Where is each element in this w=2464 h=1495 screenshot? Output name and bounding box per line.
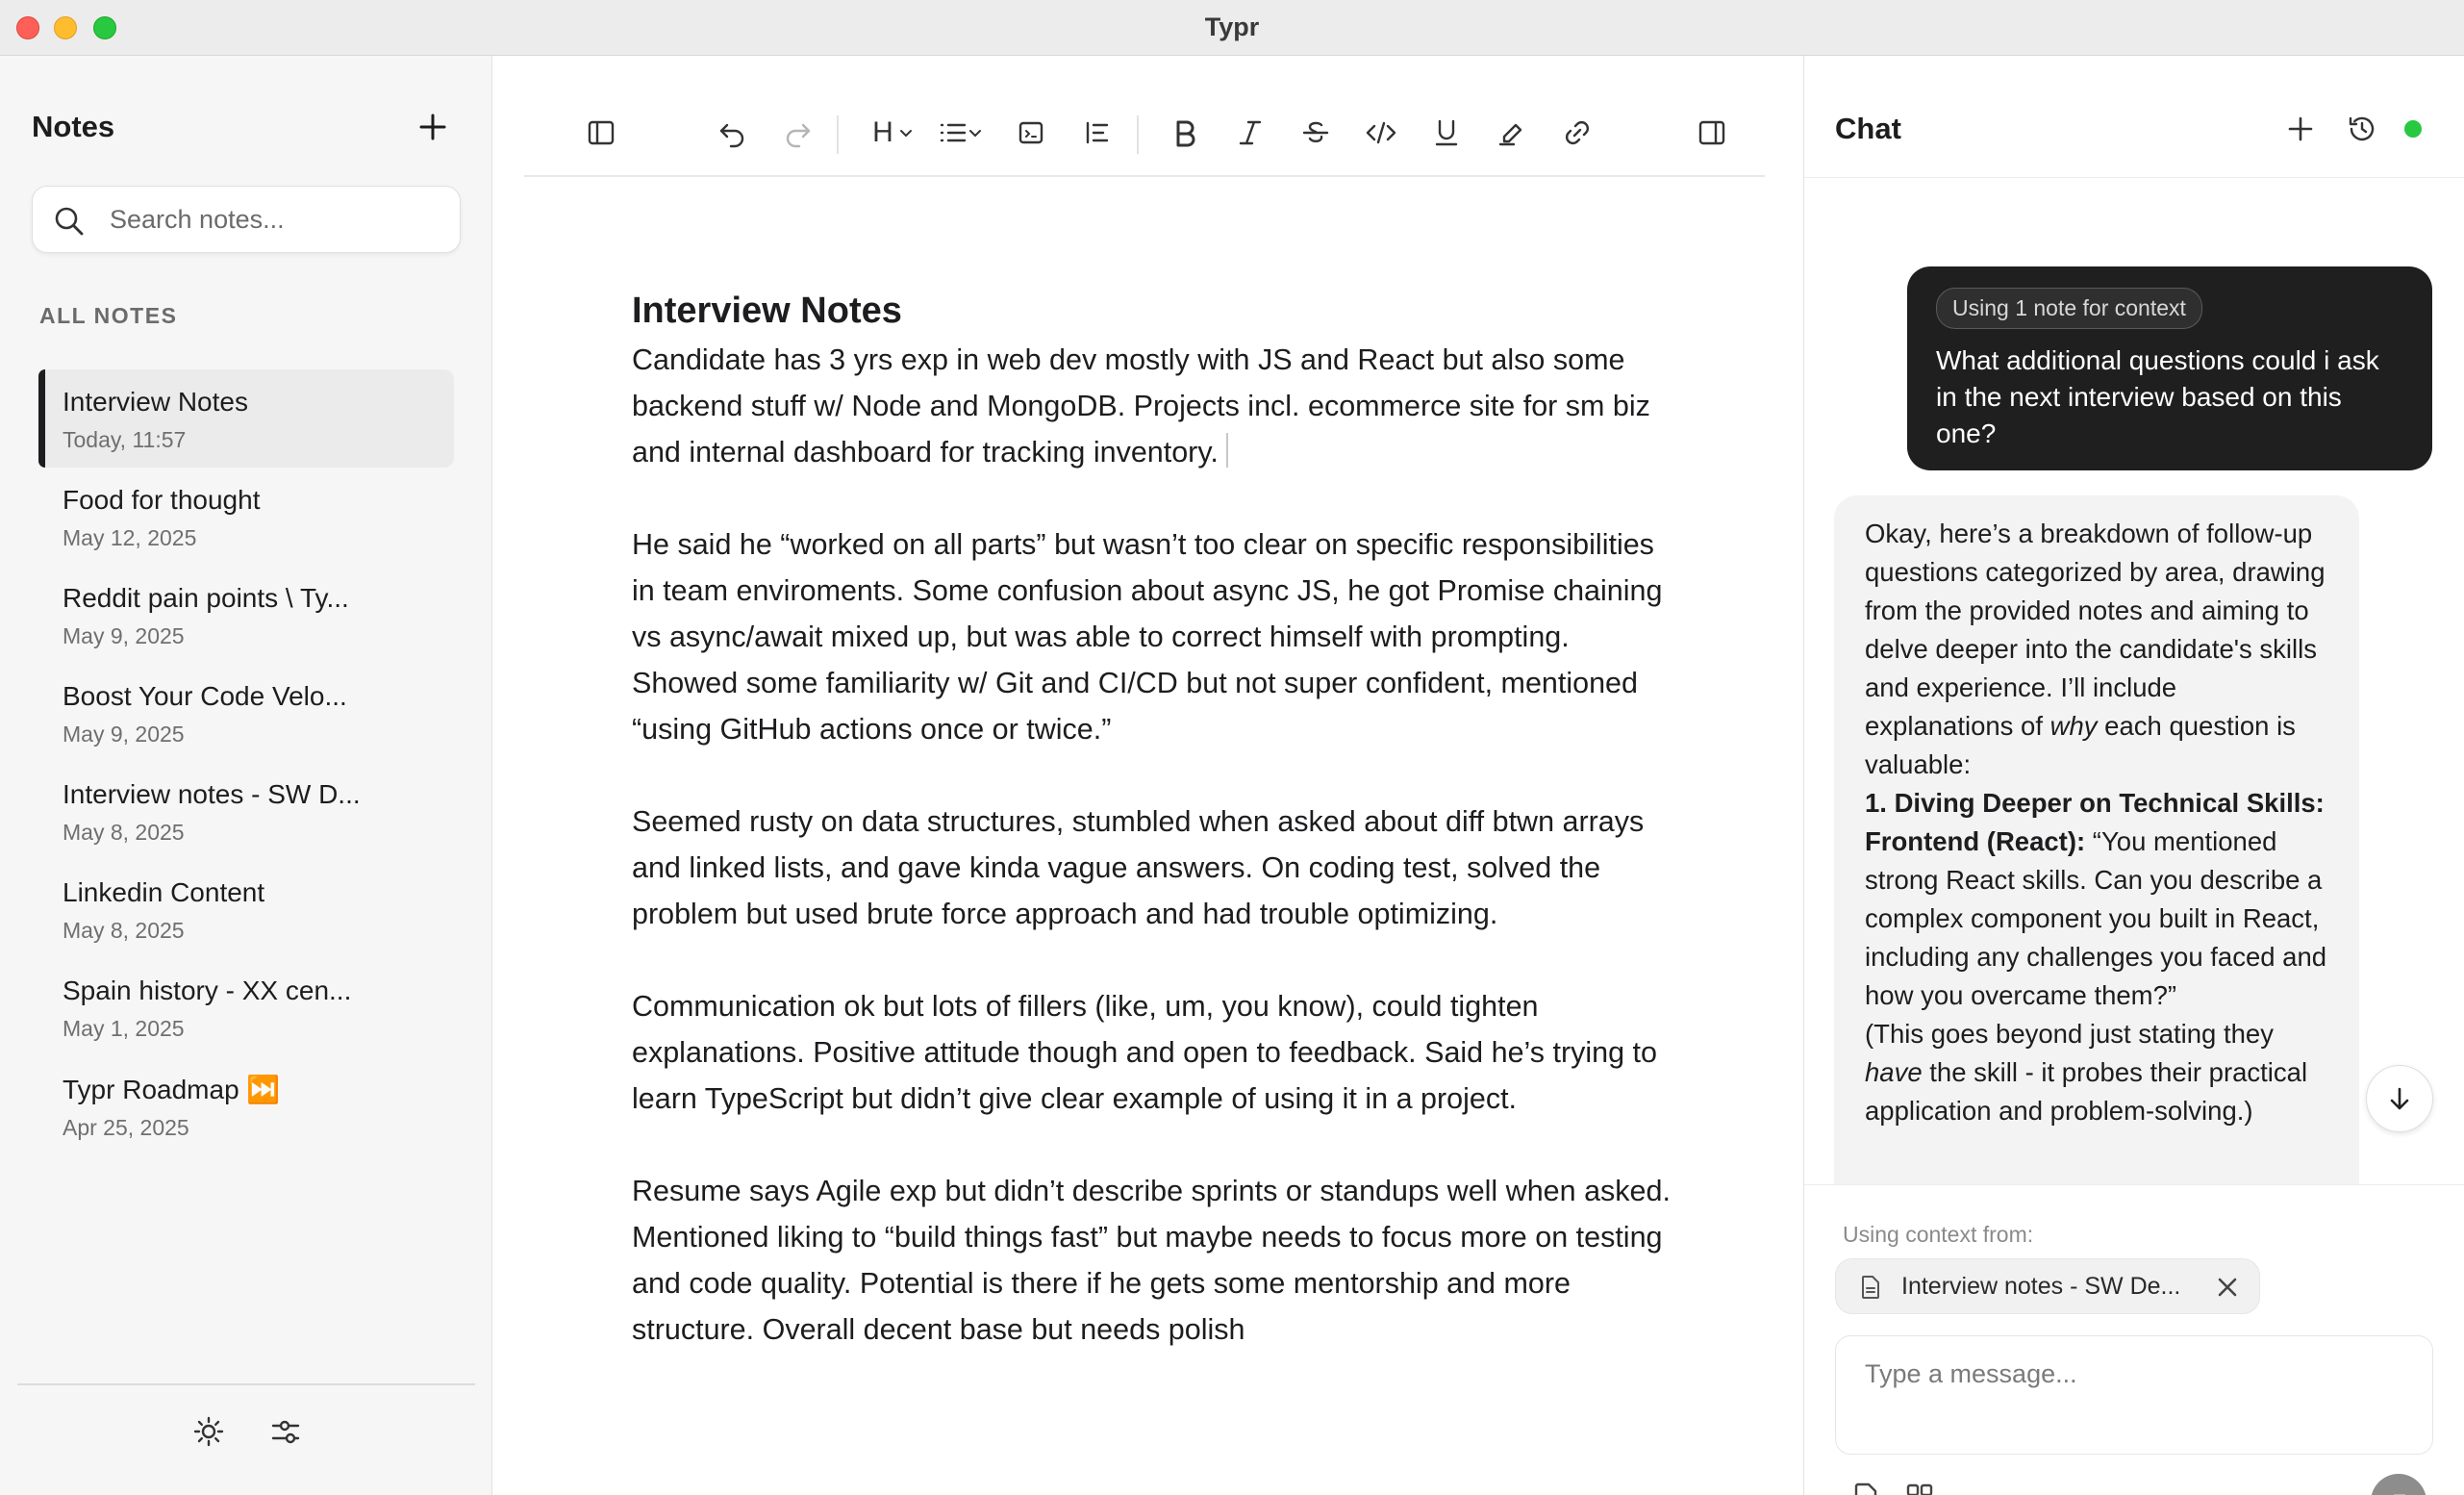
redo-icon xyxy=(782,117,813,148)
toolbar-separator xyxy=(837,115,839,154)
toggle-chat-panel-button[interactable] xyxy=(1689,110,1735,156)
bold-button[interactable] xyxy=(1162,110,1208,156)
document-paragraph[interactable] xyxy=(632,337,1671,475)
message-composer[interactable] xyxy=(1835,1335,2433,1455)
context-label: Using context from: xyxy=(1843,1222,2034,1247)
blockquote-icon xyxy=(1082,117,1113,148)
note-list xyxy=(38,369,454,1154)
assistant-intro-end: each question is valuable: xyxy=(1865,711,2296,779)
user-message-text: What additional questions could i ask in the next interview based on this one? xyxy=(1936,345,2379,448)
note-date: May 1, 2025 xyxy=(63,1016,185,1041)
scroll-to-bottom-button[interactable] xyxy=(2366,1065,2433,1132)
note-title: Interview notes - SW D... xyxy=(63,779,361,809)
window-title: Typr xyxy=(1204,13,1260,41)
note-title: Interview Notes xyxy=(63,387,248,417)
toolbar-separator xyxy=(1137,115,1139,154)
note-date: Today, 11:57 xyxy=(63,427,187,452)
document-icon xyxy=(1859,1275,1882,1300)
context-chip-label: Interview notes - SW De... xyxy=(1901,1273,2181,1300)
add-note-context-button[interactable] xyxy=(1847,1478,1885,1495)
sun-icon xyxy=(192,1415,225,1448)
underline-button[interactable] xyxy=(1423,110,1470,156)
assistant-section-heading: 1. Diving Deeper on Technical Skills: xyxy=(1865,788,2325,818)
italic-button[interactable] xyxy=(1227,110,1273,156)
strikethrough-icon xyxy=(1300,117,1331,148)
message-input[interactable] xyxy=(1865,1359,2403,1436)
send-button[interactable] xyxy=(2371,1474,2426,1495)
grid-icon xyxy=(1905,1482,1934,1495)
chat-title: Chat xyxy=(1835,112,1901,145)
context-chip[interactable] xyxy=(1835,1258,2260,1314)
highlight-icon xyxy=(1496,117,1527,148)
note-item[interactable] xyxy=(38,860,454,958)
right-panel-toggle-icon xyxy=(1697,117,1727,148)
document-paragraph[interactable]: Resume says Agile exp but didn’t describe sprints or standups well when asked. Mentioned liking to “build things fast” but maybe needs to focus more on testing and code quality. Potential is there if he gets some mentorship and more structure. Overall decent base but needs polish xyxy=(632,1175,1671,1346)
note-item[interactable] xyxy=(38,566,454,664)
note-title: Boost Your Code Velo... xyxy=(63,681,347,711)
plus-icon xyxy=(418,113,447,141)
context-pill[interactable]: Using 1 note for context xyxy=(1936,288,2202,329)
search-input[interactable] xyxy=(110,196,446,242)
italic-icon xyxy=(1235,117,1266,148)
strikethrough-button[interactable] xyxy=(1293,110,1339,156)
connection-status-indicator xyxy=(2404,120,2422,138)
sidebar-toggle-icon xyxy=(586,117,616,148)
undo-button[interactable] xyxy=(710,110,756,156)
settings-button[interactable] xyxy=(266,1412,305,1451)
note-date: May 8, 2025 xyxy=(63,820,185,845)
code-block-button[interactable] xyxy=(1008,110,1054,156)
user-message xyxy=(1907,266,2432,470)
inline-code-button[interactable] xyxy=(1358,110,1404,156)
arrow-down-icon xyxy=(2385,1084,2414,1113)
note-title: Linkedin Content xyxy=(63,877,265,907)
file-plus-icon xyxy=(1850,1482,1881,1495)
editor-pane xyxy=(493,56,1803,1495)
note-item[interactable] xyxy=(38,664,454,762)
chat-history-button[interactable] xyxy=(2341,108,2383,150)
sliders-icon xyxy=(269,1415,302,1448)
assistant-quote: “You mentioned strong React skills. Can you describe a complex component you built in React, including any challenges you faced and how you overcame them?” xyxy=(1865,826,2327,1010)
send-arrow-icon xyxy=(2385,1488,2412,1495)
document-paragraph[interactable]: He said he “worked on all parts” but wasn’t too clear on specific responsibilities in team enviroments. Some confusion about async JS, he got Promise chaining vs async/await mixed up, but was able to correct himself with prompting. Showed some familiarity w/ Git and CI/CD but not super confident, mentioned “using GitHub actions once or twice.” xyxy=(632,528,1663,746)
chevron-down-icon xyxy=(899,126,913,139)
formatting-toolbar xyxy=(524,94,1765,177)
heading-dropdown[interactable] xyxy=(859,110,926,156)
toggle-sidebar-button[interactable] xyxy=(578,110,624,156)
theme-toggle-button[interactable] xyxy=(189,1412,228,1451)
assistant-sub-label: Frontend (React): xyxy=(1865,826,2086,856)
note-document[interactable] xyxy=(632,287,1671,1399)
assistant-explain-pre: (This goes beyond just stating they xyxy=(1865,1019,2274,1049)
new-chat-button[interactable] xyxy=(2279,108,2322,150)
underline-icon xyxy=(1431,117,1462,148)
link-icon xyxy=(1562,117,1593,148)
assistant-explain-post: the skill - it probes their practical application and problem-solving.) xyxy=(1865,1057,2308,1126)
assistant-intro: Okay, here’s a breakdown of follow-up questions categorized by area, drawing from the provided notes and aiming to delve deeper into the candidate's skills and experience. I’ll include explanations of xyxy=(1865,519,2326,741)
note-item[interactable] xyxy=(38,369,454,468)
list-dropdown[interactable] xyxy=(926,110,993,156)
note-date: May 12, 2025 xyxy=(63,525,197,550)
note-title: Reddit pain points \ Ty... xyxy=(63,583,349,613)
sidebar-divider xyxy=(17,1383,475,1385)
section-label-all-notes: ALL NOTES xyxy=(39,303,178,328)
list-icon xyxy=(938,117,968,148)
heading-icon: H xyxy=(872,116,893,148)
note-date: May 8, 2025 xyxy=(63,918,185,943)
history-icon xyxy=(2347,114,2377,144)
bold-icon xyxy=(1169,117,1200,148)
assistant-message xyxy=(1834,495,2359,1184)
assistant-message-text xyxy=(1865,515,2328,1130)
title-bar xyxy=(0,0,2464,56)
chevron-down-icon xyxy=(968,126,982,139)
note-date: May 9, 2025 xyxy=(63,623,185,648)
document-paragraph[interactable]: Seemed rusty on data structures, stumbled when asked about diff btwn arrays and linked lists, and gave kinda vague answers. On coding test, solved the problem but used brute force approach and had trouble optimizing. xyxy=(632,805,1645,930)
redo-button[interactable] xyxy=(774,110,820,156)
undo-icon xyxy=(717,117,748,148)
apps-button[interactable] xyxy=(1900,1478,1939,1495)
highlight-button[interactable] xyxy=(1489,110,1535,156)
note-date: May 9, 2025 xyxy=(63,722,185,747)
paragraph-text: Candidate has 3 yrs exp in web dev mostly with JS and React but also some backend stuff w/ Node and MongoDB. Projects incl. ecommerce site for sm biz and internal dashboard for tracking inventory. xyxy=(632,343,1650,469)
code-icon xyxy=(1365,117,1397,148)
chat-panel xyxy=(1803,56,2464,1495)
note-title: Spain history - XX cen... xyxy=(63,976,352,1005)
link-button[interactable] xyxy=(1554,110,1600,156)
note-item[interactable] xyxy=(38,1056,454,1154)
search-icon xyxy=(54,206,85,237)
assistant-intro-emphasis: why xyxy=(2049,711,2098,741)
note-title: Food for thought xyxy=(63,485,261,515)
blockquote-button[interactable] xyxy=(1074,110,1120,156)
search-box[interactable] xyxy=(32,186,461,253)
note-item[interactable] xyxy=(38,958,454,1056)
composer-divider xyxy=(1804,1184,2464,1185)
text-cursor xyxy=(1226,433,1228,468)
document-paragraph[interactable]: Communication ok but lots of fillers (like, um, you know), could tighten explanations. Positive attitude though and open to feedback. Said he’s trying to learn TypeScript but didn’t give clear example of using it in a project. xyxy=(632,990,1657,1115)
code-block-icon xyxy=(1016,117,1046,148)
note-title: Typr Roadmap ⏭️ xyxy=(63,1075,281,1104)
note-date: Apr 25, 2025 xyxy=(63,1115,189,1140)
plus-icon xyxy=(2287,115,2314,142)
notes-sidebar xyxy=(0,56,492,1495)
chat-messages[interactable] xyxy=(1804,178,2464,1184)
sidebar-title: Notes xyxy=(32,110,115,143)
note-item[interactable] xyxy=(38,468,454,566)
assistant-explain-emphasis: have xyxy=(1865,1057,1923,1087)
note-item[interactable] xyxy=(38,762,454,860)
document-title[interactable]: Interview Notes xyxy=(632,291,902,331)
add-note-button[interactable] xyxy=(412,106,454,148)
close-icon[interactable] xyxy=(2213,1273,2242,1302)
